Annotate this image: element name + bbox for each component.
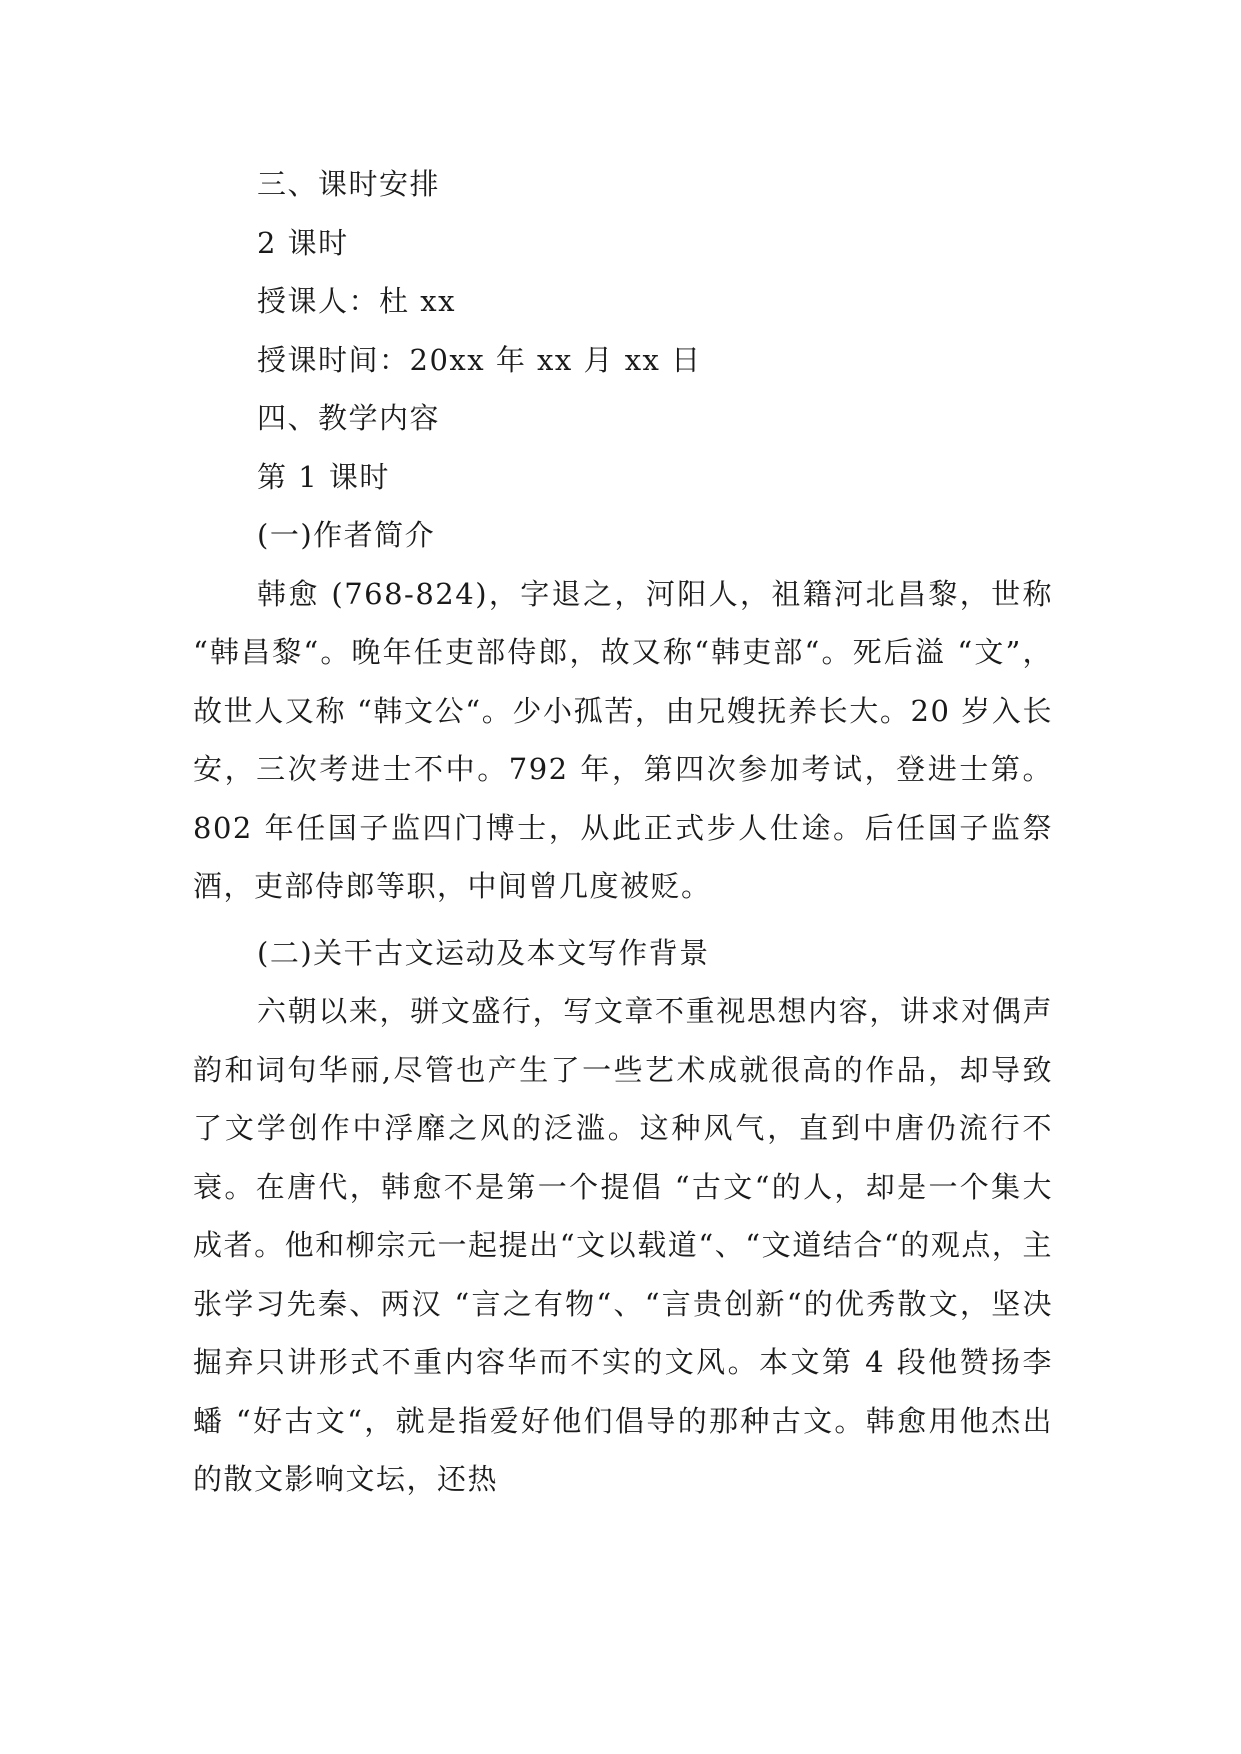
subheading-background: (二)关干古文运动及本文写作背景: [257, 935, 710, 970]
document-body: [193, 155, 1053, 1509]
teaching-date-line: 授课时间：20xx 年 xx 月 xx 日: [257, 342, 702, 377]
section-heading-schedule: 三、课时安排: [257, 167, 441, 201]
background-paragraph: 六朝以来，骈文盛行，写文章不重视思想内容，讲求对偶声韵和词句华丽,尽管也产生了一些艺术成就很高的作品，却导致了文学创作中浮靡之风的泛滥。这种风气，直到中唐仍流行不衰。在唐代，韩愈不是第一个提倡 “古文“的人，却是一个集大成者。他和柳宗元一起提出“文以载道“、“文道结合“的观点，主张学习先秦、两汉 “言之有物“、“言贵创新“的优秀散文，坚决掘弃只讲形式不重内容华而不实的文风。本文第 4 段他赞扬李蟠 “好古文“，就是指爱好他们倡导的那种古文。韩愈用他杰出的散文影响文坛，还热: [193, 994, 1053, 1496]
class-hours: 2 课时: [257, 225, 349, 260]
subheading-author: (一)作者简介: [257, 518, 436, 552]
paragraph-gap: [193, 916, 1053, 924]
teacher-line: 授课人：杜 xx: [257, 284, 456, 318]
author-paragraph: 韩愈 (768-824)，字退之，河阳人，祖籍河北昌黎，世称 “韩昌黎“。晚年任吏部侍郎，故又称“韩吏部“。死后溢 “文”，故世人又称 “韩文公“。少小孤苦，由兄嫂抚养长大。20 岁入长安，三次考进士不中。792 年，第四次参加考试，登进士第。802 年任国子监四门博士，从此正式步人仕途。后任国子监祭酒，吏部侍郎等职，中间曾几度被贬。: [193, 576, 1053, 903]
lesson-heading: 第 1 课时: [257, 459, 390, 494]
section-heading-content: 四、教学内容: [257, 401, 441, 435]
